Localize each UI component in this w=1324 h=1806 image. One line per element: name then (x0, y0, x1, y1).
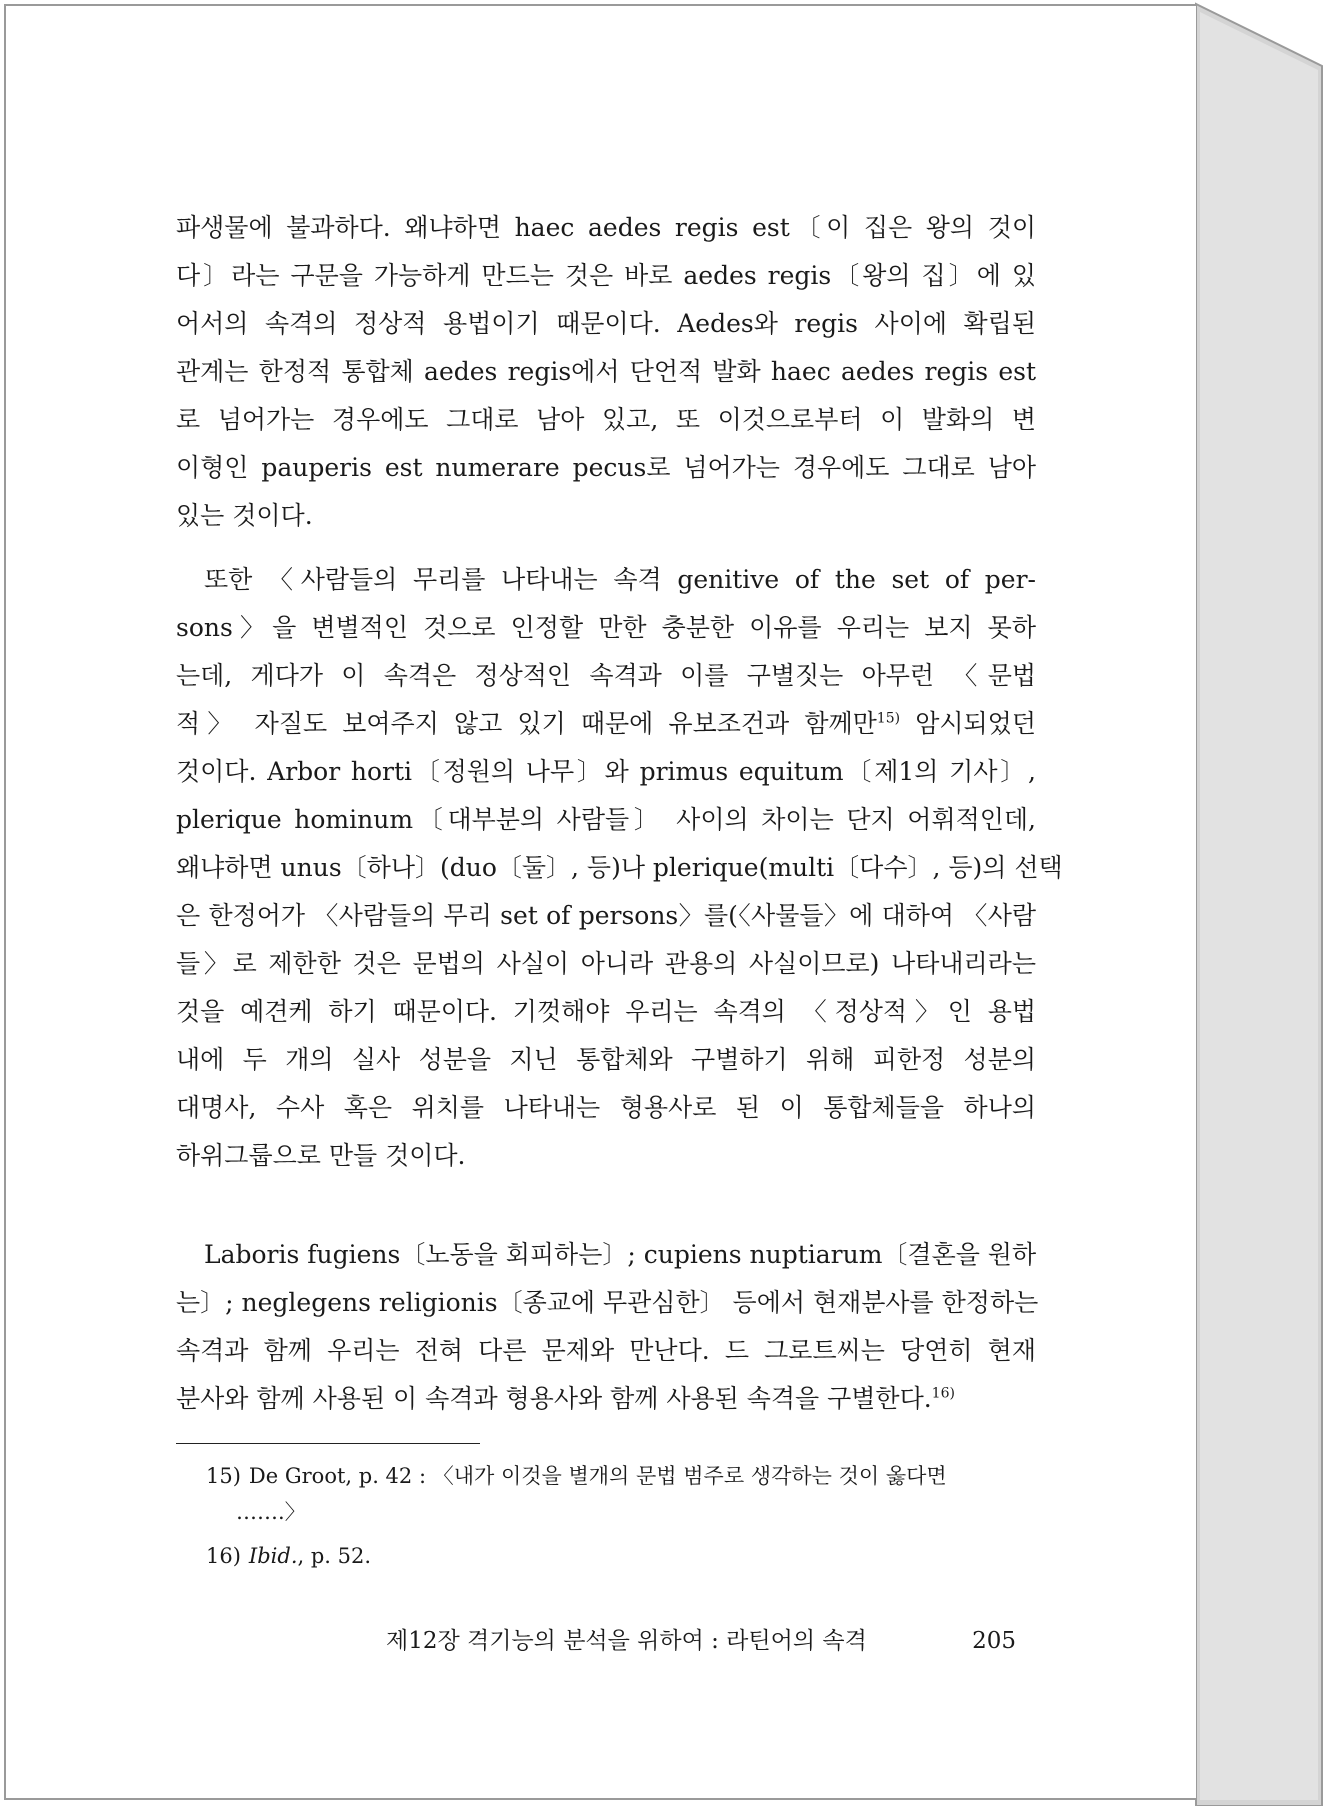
footnote-ref-15: 15) (876, 710, 901, 727)
text-line: 이형인 pauperis est numerare pecus로 넘어가는 경우에도 그대로 남아 (176, 453, 1036, 482)
text-segment: 적〉 자질도 보여주지 않고 있기 때문에 유보조건과 함께만 (176, 709, 877, 738)
book-edge-side-shade (1200, 12, 1318, 1800)
text-line: 왜냐하면 unus〔하나〕(duo〔둘〕, 등)나 plerique(multi〔다수〕, 등)의 선택 (176, 853, 1063, 882)
page-number: 205 (972, 1628, 1016, 1654)
text-line: 어서의 속격의 정상적 용법이기 때문이다. Aedes와 regis 사이에 확립된 (176, 309, 1036, 338)
text-line: 것을 예견케 하기 때문이다. 기껏해야 우리는 속격의 〈정상적〉인 용법 (176, 997, 1036, 1026)
text-line: 있는 것이다. (176, 501, 313, 530)
text-line: 속격과 함께 우리는 전혀 다른 문제와 만난다. 드 그로트씨는 당연히 현재 (176, 1336, 1036, 1365)
text-line: plerique hominum〔대부분의 사람들〕 사이의 차이는 단지 어휘적인데, (176, 805, 1036, 834)
footnote-ref-16: 16) (931, 1385, 955, 1402)
text-line: 들〉로 제한한 것은 문법의 사실이 아니라 관용의 사실이므로) 나타내리라는 (176, 949, 1036, 978)
text-line: 또한 〈사람들의 무리를 나타내는 속격 genitive of the set of per- (204, 565, 1036, 594)
text-line: Laboris fugiens〔노동을 회피하는〕; cupiens nuptiarum〔결혼을 원하 (204, 1240, 1037, 1269)
text-line: 는〕; neglegens religionis〔종교에 무관심한〕 등에서 현재분사를 한정하는 (176, 1288, 1039, 1317)
text-line: sons〉을 변별적인 것으로 인정할 만한 충분한 이유를 우리는 보지 못하 (176, 613, 1036, 642)
paragraph-3 (176, 1231, 1039, 1423)
text-line: 다〕라는 구문을 가능하게 만드는 것은 바로 aedes regis〔왕의 집〕에 있 (176, 261, 1036, 290)
footnote-text: , p. 52. (297, 1544, 372, 1568)
book-page (4, 4, 1196, 1800)
text-segment: 분사와 함께 사용된 이 속격과 형용사와 함께 사용된 속격을 구별한다. (176, 1384, 932, 1413)
text-line: 하위그룹으로 만들 것이다. (176, 1141, 466, 1170)
paragraph-2 (176, 556, 1063, 1180)
footnote-divider (176, 1443, 480, 1444)
text-line: 로 넘어가는 경우에도 그대로 남아 있고, 또 이것으로부터 이 발화의 변 (176, 405, 1036, 434)
text-line-with-footnote (176, 1375, 1036, 1423)
text-line-with-footnote (176, 700, 1036, 748)
text-line: 은 한정어가 〈사람들의 무리 set of persons〉를(〈사물들〉에 대하여 〈사람 (176, 901, 1036, 930)
text-line: 는데, 게다가 이 속격은 정상적인 속격과 이를 구별짓는 아무런 〈문법 (176, 661, 1036, 690)
footnote-text: De Groot, p. 42 : 〈내가 이것을 별개의 문법 범주로 생각하는 것이 옳다면 (248, 1464, 947, 1488)
text-line: 파생물에 불과하다. 왜냐하면 haec aedes regis est〔이 집은 왕의 것이 (176, 213, 1036, 242)
text-segment: 암시되었던 (915, 709, 1036, 738)
text-line: 것이다. Arbor horti〔정원의 나무〕와 primus equitum〔제1의 기사〕, (176, 757, 1036, 786)
paragraph-1 (176, 204, 1036, 540)
footnote-15 (206, 1458, 1036, 1494)
text-line: 관계는 한정적 통합체 aedes regis에서 단언적 발화 haec aedes regis est (176, 357, 1036, 386)
text-line: 대명사, 수사 혹은 위치를 나타내는 형용사로 된 이 통합체들을 하나의 (176, 1093, 1036, 1122)
running-footer (386, 1623, 1016, 1659)
footnote-16 (206, 1538, 1036, 1574)
footnote-number: 15) (206, 1464, 241, 1488)
footnote-15-continuation: …….〉 (236, 1500, 306, 1524)
footnote-number: 16) (206, 1544, 241, 1568)
text-line: 내에 두 개의 실사 성분을 지닌 통합체와 구별하기 위해 피한정 성분의 (176, 1045, 1036, 1074)
footnote-ibid: Ibid. (248, 1544, 298, 1568)
running-title: 제12장 격기능의 분석을 위하여 : 라틴어의 속격 (386, 1628, 867, 1654)
